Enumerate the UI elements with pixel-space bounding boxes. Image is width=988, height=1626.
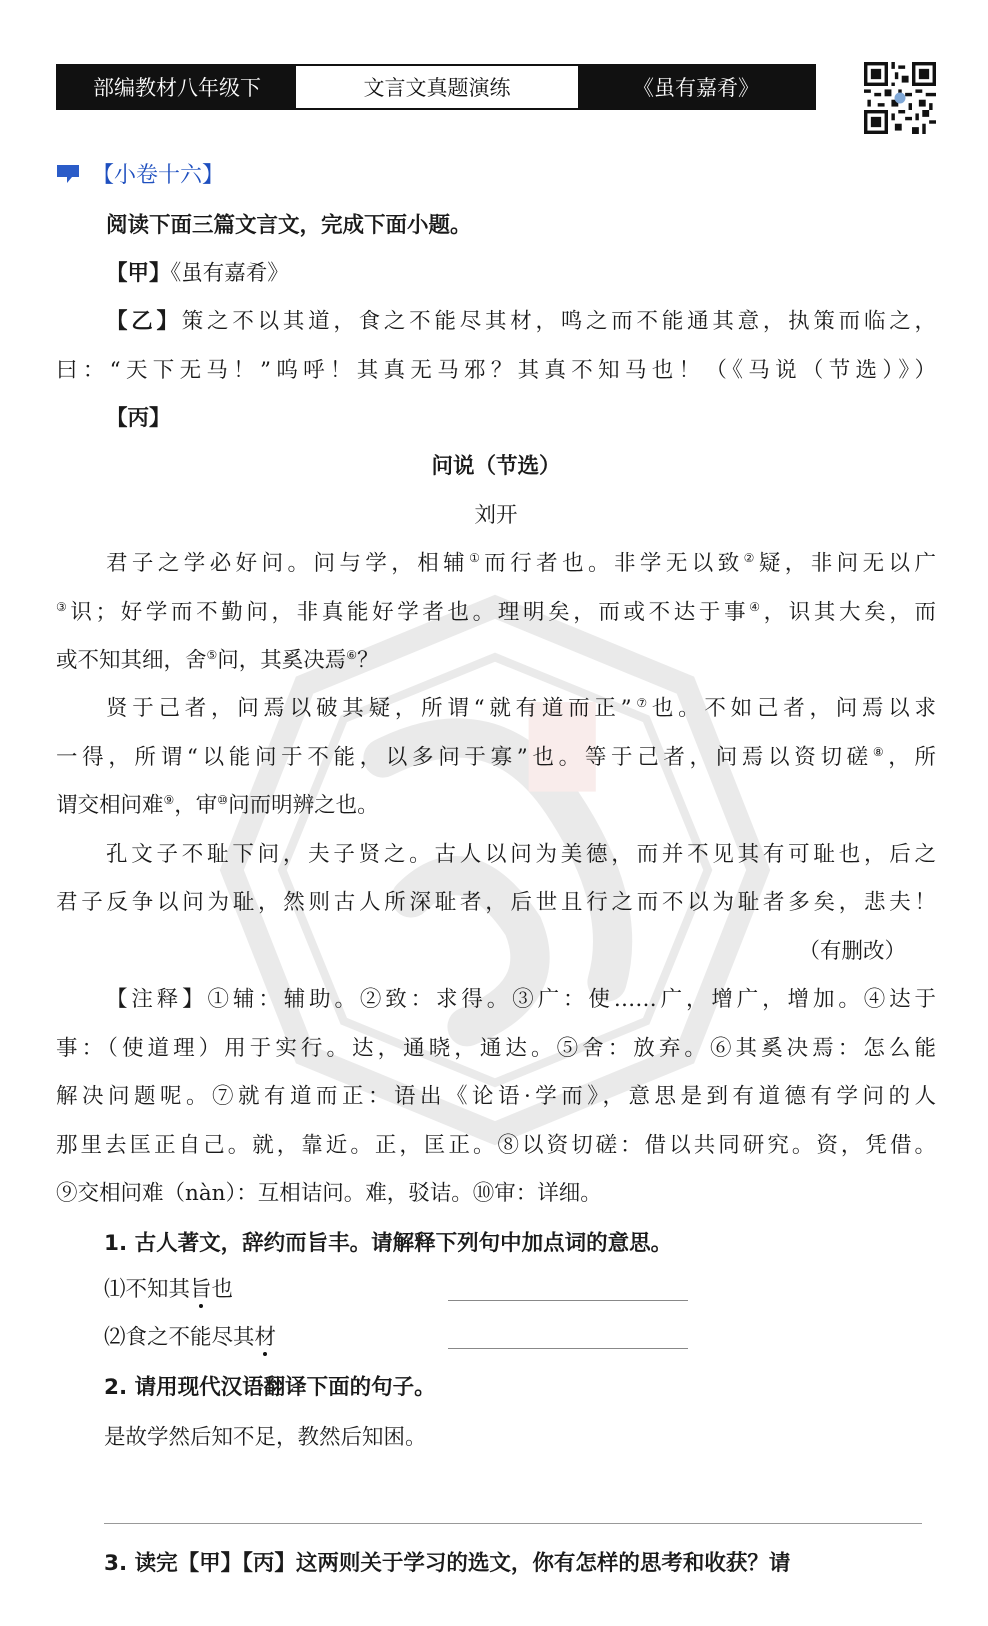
question-1: 1. 古人著文，辞约而旨丰。请解释下列句中加点词的意思。 [104, 1231, 673, 1256]
question-1-item-2 [104, 1323, 424, 1353]
text-segment: 疑，非问无以广 [758, 551, 936, 576]
answer-blank-2[interactable] [448, 1348, 688, 1349]
bing-title: 问说（节选） [431, 454, 561, 479]
text-segment: 贤于己者，问焉以破其疑，所谓“就有道而正” [106, 696, 632, 721]
jia-title: 《虽有嘉肴》 [170, 261, 289, 286]
question-1-item-1 [104, 1275, 424, 1305]
note-mark: ⑥ [346, 647, 358, 662]
text-segment: 或不知其细，舍 [56, 648, 207, 673]
section-title [56, 158, 224, 189]
section-title-text: 【小卷十六】 [92, 163, 225, 188]
text-segment: 一得，所谓“以能问于不能，以多问于寡”也。等于己者，问焉以资切磋 [56, 745, 873, 770]
note-mark: ③ [56, 599, 71, 614]
note-mark: ⑦ [631, 695, 652, 710]
dotted-word: 材 [254, 1325, 277, 1350]
note-mark: ④ [749, 599, 764, 614]
header-grade: 部编教材八年级下 [58, 66, 296, 108]
header-bar [56, 64, 816, 110]
note-mark: ⑧ [872, 744, 889, 759]
question-2: 2. 请用现代汉语翻译下面的句子。 [104, 1375, 436, 1400]
dotted-word: 旨 [190, 1277, 212, 1302]
text-segment: ，审 [174, 793, 218, 818]
passage-line-6 [56, 791, 936, 821]
passage-yi-line1 [106, 307, 936, 337]
notes-line-1: 【注释】①辅：辅助。②致：求得。③广：使……广，增广，增加。④达于 [106, 987, 936, 1012]
passage-line-2 [56, 598, 936, 628]
text-segment: 也 [211, 1277, 234, 1302]
yi-text-1: 策之不以其道，食之不能尽其材，鸣之而不能通其意，执策而临之， [181, 309, 936, 334]
note-mark: ② [743, 550, 759, 565]
passage-line-5 [56, 743, 936, 773]
notes-line-2: 事：（使道理）用于实行。达，通晓，通达。⑤舍：放弃。⑥其奚决焉：怎么能 [56, 1036, 936, 1061]
text-segment: ，识其大矣，而 [763, 600, 936, 625]
passage-yi-line2: 曰：“天下无马！”呜呼！其真无马邪？其真不知马也！（《马说（节选）》） [56, 358, 936, 383]
text-segment: ⑴不知其 [104, 1277, 191, 1302]
header-lesson: 《虽有嘉肴》 [578, 66, 814, 108]
header-topic: 文言文真题演练 [296, 66, 578, 108]
text-segment: ⑵食之不能尽其 [104, 1325, 255, 1350]
text-segment: 谓交相问难 [56, 793, 164, 818]
passage-line-1 [106, 549, 936, 579]
text-segment: 识；好学而不勤问，非真能好学者也。理明矣，而或不达于事 [70, 600, 750, 625]
passage-line-7: 孔文子不耻下问，夫子贤之。古人以问为美德，而并不见其有可耻也，后之 [106, 842, 936, 867]
passage-source: （有删改） [798, 939, 906, 964]
bookmark-icon [56, 164, 80, 184]
notes-line-5: ⑨交相问难（nàn）：互相诘问。难，驳诘。⑩审：详细。 [56, 1181, 602, 1206]
instruction: 阅读下面三篇文言文，完成下面小题。 [106, 213, 472, 238]
notes-line-3: 解决问题呢。⑦就有道而正：语出《论语·学而》，意思是到有道德有学问的人 [56, 1084, 936, 1109]
text-segment: 问而明辨之也。 [228, 793, 379, 818]
answer-line[interactable] [104, 1523, 922, 1524]
text-segment: 问，其奚决焉 [217, 648, 347, 673]
text-segment: 也。不如己者，问焉以求 [651, 696, 936, 721]
bing-author: 刘开 [474, 503, 518, 528]
label-jia: 【甲】 [106, 261, 171, 286]
label-bing: 【丙】 [106, 406, 171, 431]
qr-code-icon[interactable] [864, 62, 936, 134]
question-2-sentence: 是故学然后知不足，教然后知困。 [104, 1425, 427, 1450]
passage-line-3 [56, 646, 936, 676]
note-mark: ① [469, 550, 485, 565]
label-yi: 【乙】 [106, 309, 182, 334]
passage-line-8: 君子反争以问为耻，然则古人所深耻者，后世且行之而不以为耻者多矣，悲夫！ [56, 890, 936, 915]
question-3: 3. 读完【甲】【丙】这两则关于学习的选文，你有怎样的思考和收获？请 [104, 1551, 791, 1576]
text-segment: ？ [357, 648, 379, 673]
text-segment: 君子之学必好问。问与学，相辅 [106, 551, 470, 576]
note-mark: ⑨ [163, 792, 175, 807]
note-mark: ⑩ [217, 792, 229, 807]
note-mark: ⑤ [206, 647, 218, 662]
notes-line-4: 那里去匡正自己。就，靠近。正，匡正。⑧以资切磋：借以共同研究。资，凭借。 [56, 1133, 936, 1158]
text-segment: ，所 [888, 745, 936, 770]
passage-line-4 [106, 694, 936, 724]
text-segment: 而行者也。非学无以致 [484, 551, 744, 576]
passage-jia [106, 259, 936, 289]
answer-blank-1[interactable] [448, 1300, 688, 1301]
